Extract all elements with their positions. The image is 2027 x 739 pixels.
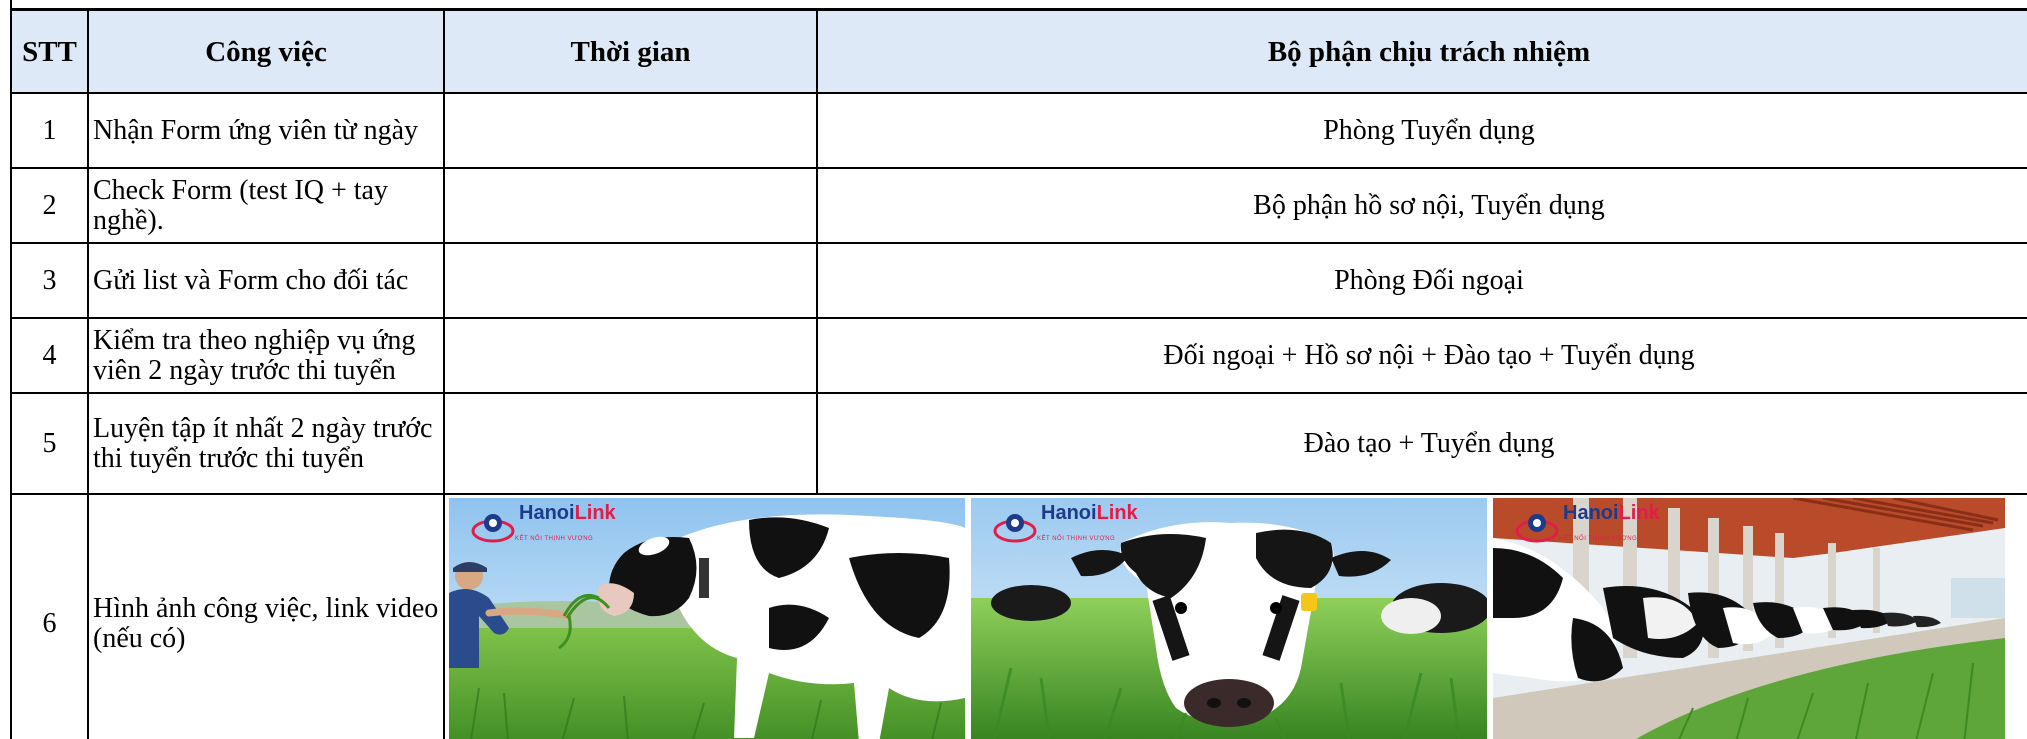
header-dept: Bộ phận chịu trách nhiệm xyxy=(817,10,2027,93)
logo-text-main: Hanoi xyxy=(519,501,575,524)
cell-task[interactable]: Hình ảnh công việc, link video (nếu có) xyxy=(88,494,444,739)
table-row xyxy=(11,318,2027,393)
cell-task[interactable]: Kiểm tra theo nghiệp vụ ứng viên 2 ngày trước thi tuyển xyxy=(88,318,444,393)
cell-stt[interactable]: 6 xyxy=(11,494,88,739)
cell-dept[interactable]: Đào tạo + Tuyển dụng xyxy=(817,393,2027,494)
hanoilink-logo-icon xyxy=(471,511,515,545)
cell-time[interactable] xyxy=(444,393,817,494)
header-time: Thời gian xyxy=(444,10,817,93)
hanoilink-logo-icon xyxy=(993,511,1037,545)
hanoilink-logo xyxy=(1515,501,1660,548)
hanoilink-logo-icon xyxy=(1515,511,1559,545)
cell-stt[interactable]: 3 xyxy=(11,243,88,318)
hanoilink-logo xyxy=(993,501,1138,548)
table-row xyxy=(11,494,2027,739)
table-row xyxy=(11,168,2027,243)
cell-task[interactable]: Nhận Form ứng viên từ ngày xyxy=(88,93,444,168)
logo-tagline: KẾT NỐI THỊNH VƯỢNG xyxy=(1559,535,1638,542)
cell-dept[interactable]: Phòng Đối ngoại xyxy=(817,243,2027,318)
cell-stt[interactable]: 5 xyxy=(11,393,88,494)
cell-stt[interactable]: 4 xyxy=(11,318,88,393)
cell-dept[interactable]: Bộ phận hồ sơ nội, Tuyển dụng xyxy=(817,168,2027,243)
cell-task[interactable]: Luyện tập ít nhất 2 ngày trước thi tuyển trước thi tuyển xyxy=(88,393,444,494)
cell-task[interactable]: Check Form (test IQ + tay nghề). xyxy=(88,168,444,243)
logo-tagline: KẾT NỐI THỊNH VƯỢNG xyxy=(515,535,594,542)
header-task: Công việc xyxy=(88,10,444,93)
logo-text-main: Hanoi xyxy=(1563,501,1619,524)
table-row xyxy=(11,243,2027,318)
header-stt: STT xyxy=(11,10,88,93)
table-row xyxy=(11,393,2027,494)
task-table xyxy=(10,9,2027,739)
cell-stt[interactable]: 2 xyxy=(11,168,88,243)
cell-task[interactable]: Gửi list và Form cho đối tác xyxy=(88,243,444,318)
cell-dept[interactable]: Phòng Tuyển dụng xyxy=(817,93,2027,168)
photo-cows-barn[interactable] xyxy=(1493,498,2005,739)
cell-time[interactable] xyxy=(444,93,817,168)
logo-text-accent: Link xyxy=(574,501,616,524)
header-row xyxy=(11,10,2027,93)
cell-time[interactable] xyxy=(444,318,817,393)
photo-strip xyxy=(445,495,2027,739)
cell-photos[interactable] xyxy=(444,494,2027,739)
photo-cow-feeding[interactable] xyxy=(449,498,965,739)
cell-stt[interactable]: 1 xyxy=(11,93,88,168)
photo-cow-portrait[interactable] xyxy=(971,498,1487,739)
spreadsheet-sheet xyxy=(10,0,2027,739)
hanoilink-logo xyxy=(471,501,616,548)
cell-time[interactable] xyxy=(444,243,817,318)
logo-text-accent: Link xyxy=(1618,501,1660,524)
logo-tagline: KẾT NỐI THỊNH VƯỢNG xyxy=(1037,535,1116,542)
logo-text-accent: Link xyxy=(1096,501,1138,524)
logo-text-main: Hanoi xyxy=(1041,501,1097,524)
cell-time[interactable] xyxy=(444,168,817,243)
cell-dept[interactable]: Đối ngoại + Hồ sơ nội + Đào tạo + Tuyển dụng xyxy=(817,318,2027,393)
table-row xyxy=(11,93,2027,168)
